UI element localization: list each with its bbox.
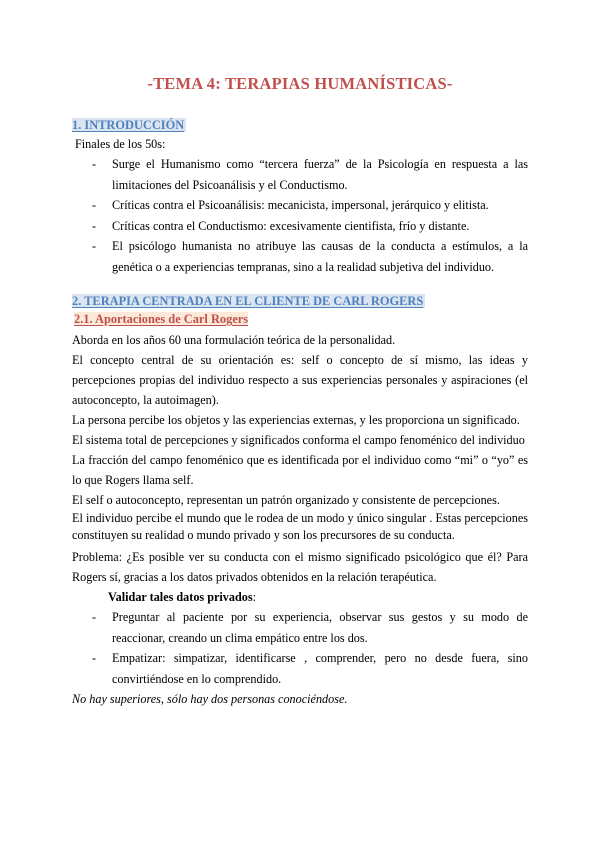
dash-bullet: -: [92, 218, 97, 233]
subsection-heading-aportaciones: [74, 310, 528, 328]
validate-bullet-list: [72, 607, 528, 689]
intro-text: Finales de los 50s:: [75, 137, 166, 151]
list-item-text: Críticas contra el Conductismo: excesivamente cientifista, frío y distante.: [112, 218, 470, 233]
paragraph: El concepto central de su orientación es: self o concepto de sí mismo, las ideas y percepciones propias del individuo respecto a sus experiencias personales y aspiraciones (el autoconcepto, la autoimagen).: [72, 353, 528, 407]
spacer: [72, 277, 528, 292]
list-item-text: Empatizar: simpatizar, identificarse , comprender, pero no desde fuera, sino convirtiéndose en lo comprendido.: [112, 651, 528, 686]
paragraph: El self o autoconcepto, representan un patrón organizado y consistente de percepciones.: [72, 493, 500, 507]
section-heading-terapia-rogers: [72, 292, 528, 310]
paragraph: La persona percibe los objetos y las experiencias externas, y les proporciona un significado.: [72, 413, 520, 427]
paragraph: La fracción del campo fenoménico que es identificada por el individuo como “mi” o “yo” es lo que Rogers llama self.: [72, 453, 528, 487]
list-item-text: Críticas contra el Psicoanálisis: mecanicista, impersonal, jerárquico y elitista.: [112, 198, 489, 212]
list-item-text: Surge el Humanismo como “tercera fuerza” de la Psicología en respuesta a las limitaciones del Psicoanálisis y el Conductismo.: [112, 157, 528, 192]
paragraph: Problema: ¿Es posible ver su conducta con el mismo significado psicológico que él? Para Rogers sí, gracias a los datos privados obtenidos en la relación terapéutica.: [72, 550, 528, 584]
list-item: [92, 607, 528, 648]
document-title: -TEMA 4: TERAPIAS HUMANÍSTICAS-: [147, 74, 453, 93]
list-item: [92, 216, 528, 237]
paragraph: Aborda en los años 60 una formulación teórica de la personalidad.: [72, 333, 396, 347]
dash-bullet: -: [92, 157, 97, 171]
list-item: [92, 648, 528, 689]
section-heading-introduccion: [72, 116, 528, 134]
paragraph: El individuo percibe el mundo que le rodea de un modo y único singular . Estas percepciones constituyen su realidad o mundo privado y son los precursores de su conducta.: [72, 511, 528, 542]
validate-label-colon: :: [252, 590, 256, 604]
dash-bullet: -: [92, 651, 97, 665]
dash-bullet: -: [92, 239, 97, 253]
subsection-heading-text: 2.1. Aportaciones de Carl Rogers: [74, 312, 249, 326]
validate-label: [72, 587, 528, 607]
list-item: [92, 154, 528, 195]
validate-label-text: Validar tales datos privados: [108, 590, 253, 604]
section-heading-text: 2. TERAPIA CENTRADA EN EL CLIENTE DE CARL ROGERS: [72, 294, 424, 308]
list-item-text: Preguntar al paciente por su experiencia, observar sus gestos y su modo de reaccionar, creando un clima empático entre los dos.: [112, 610, 528, 645]
dash-bullet: -: [92, 610, 97, 624]
section-heading-text: 1. INTRODUCCIÓN: [72, 118, 185, 132]
closing-quote: No hay superiores, sólo hay dos personas conociéndose.: [72, 692, 348, 706]
list-item: [92, 195, 528, 216]
intro-bullet-list: [72, 154, 528, 277]
paragraph: El sistema total de percepciones y significados conforma el campo fenoménico del individuo: [72, 433, 525, 447]
dash-bullet: -: [92, 198, 97, 212]
list-item-text: El psicólogo humanista no atribuye las causas de la conducta a estímulos, a la genética o a experiencias tempranas, sino a la realidad subjetiva del individuo.: [112, 239, 528, 274]
list-item: [92, 236, 528, 277]
